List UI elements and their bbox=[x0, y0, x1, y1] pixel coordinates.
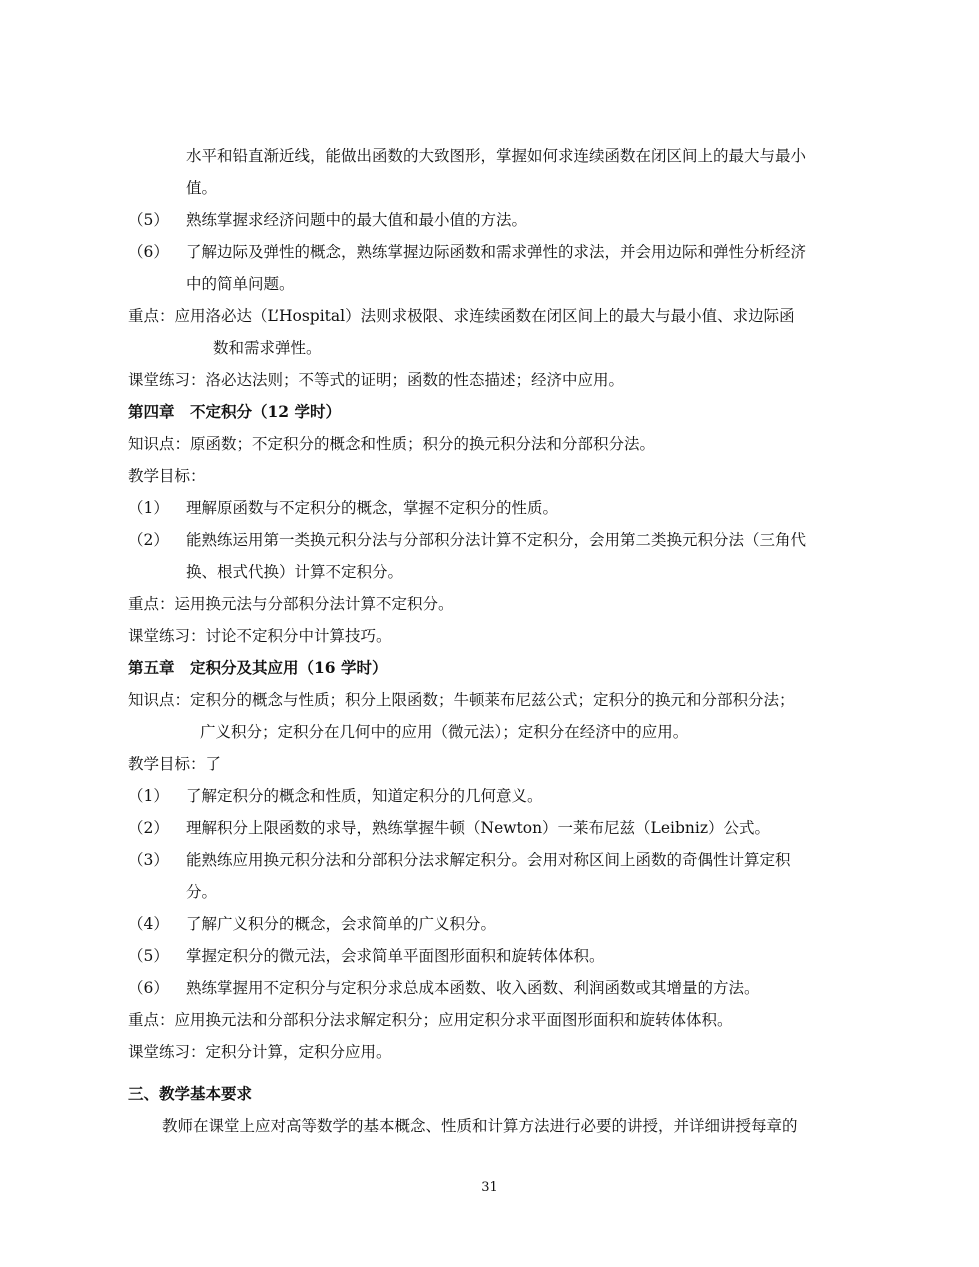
knowledge-points: 知识点：定积分的概念与性质；积分上限函数；牛顿莱布尼兹公式；定积分的换元和分部积分法； bbox=[128, 691, 795, 709]
numbered-item bbox=[128, 972, 858, 1004]
numbered-item bbox=[128, 908, 858, 940]
item-number: （3） bbox=[128, 851, 169, 869]
item-text: 了解广义积分的概念，会求简单的广义积分。 bbox=[186, 915, 497, 933]
key-points: 重点：应用换元法和分部积分法求解定积分；应用定积分求平面图形面积和旋转体体积。 bbox=[128, 1011, 733, 1029]
item-number: （6） bbox=[128, 979, 169, 997]
numbered-item bbox=[128, 524, 858, 556]
chapter-heading: 第四章 不定积分（12 学时） bbox=[128, 402, 341, 421]
class-exercise: 课堂练习：讨论不定积分中计算技巧。 bbox=[128, 627, 392, 645]
text-line: 分。 bbox=[186, 883, 218, 901]
item-text: 了解定积分的概念和性质，知道定积分的几何意义。 bbox=[186, 787, 543, 805]
item-text: 能熟练运用第一类换元积分法与分部积分法计算不定积分，会用第二类换元积分法（三角代 bbox=[186, 531, 807, 549]
teaching-goals-label: 教学目标： bbox=[128, 467, 206, 485]
class-exercise: 课堂练习：洛必达法则；不等式的证明；函数的性态描述；经济中应用。 bbox=[128, 371, 625, 389]
key-points: 重点：运用换元法与分部积分法计算不定积分。 bbox=[128, 595, 454, 613]
item-number: （5） bbox=[128, 947, 169, 965]
chapter-heading: 第五章 定积分及其应用（16 学时） bbox=[128, 658, 388, 677]
item-text: 理解原函数与不定积分的概念，掌握不定积分的性质。 bbox=[186, 499, 559, 517]
item-text: 理解积分上限函数的求导，熟练掌握牛顿（Newton）一莱布尼兹（Leibniz）公式。 bbox=[186, 819, 770, 837]
numbered-item bbox=[128, 780, 858, 812]
item-number: （4） bbox=[128, 915, 169, 933]
item-number: （1） bbox=[128, 787, 169, 805]
item-number: （6） bbox=[128, 243, 169, 261]
text-line: 数和需求弹性。 bbox=[213, 339, 322, 357]
item-text: 了解边际及弹性的概念，熟练掌握边际函数和需求弹性的求法，并会用边际和弹性分析经济 bbox=[186, 243, 807, 261]
text-line: 换、根式代换）计算不定积分。 bbox=[186, 563, 404, 581]
page-number: 31 bbox=[481, 1180, 498, 1195]
numbered-item bbox=[128, 812, 858, 844]
item-number: （2） bbox=[128, 531, 169, 549]
item-text: 掌握定积分的微元法，会求简单平面图形面积和旋转体体积。 bbox=[186, 947, 605, 965]
numbered-item bbox=[128, 844, 858, 876]
teaching-goals-label: 教学目标：了 bbox=[128, 755, 222, 773]
item-text: 熟练掌握用不定积分与定积分求总成本函数、收入函数、利润函数或其增量的方法。 bbox=[186, 979, 760, 997]
numbered-item bbox=[128, 940, 858, 972]
item-text: 熟练掌握求经济问题中的最大值和最小值的方法。 bbox=[186, 211, 528, 229]
knowledge-points: 知识点：原函数；不定积分的概念和性质；积分的换元积分法和分部积分法。 bbox=[128, 435, 656, 453]
paragraph-text: 教师在课堂上应对高等数学的基本概念、性质和计算方法进行必要的讲授，并详细讲授每章的 bbox=[162, 1117, 798, 1135]
item-number: （5） bbox=[128, 211, 169, 229]
text-line: 水平和铅直渐近线，能做出函数的大致图形，掌握如何求连续函数在闭区间上的最大与最小 bbox=[186, 147, 807, 165]
key-points: 重点：应用洛必达（L’Hospital）法则求极限、求连续函数在闭区间上的最大与最小值、求边际函 bbox=[128, 307, 795, 325]
text-line: 广义积分；定积分在几何中的应用（微元法）；定积分在经济中的应用。 bbox=[200, 723, 689, 741]
item-text: 能熟练应用换元积分法和分部积分法求解定积分。会用对称区间上函数的奇偶性计算定积 bbox=[186, 851, 791, 869]
numbered-item bbox=[128, 492, 858, 524]
class-exercise: 课堂练习：定积分计算，定积分应用。 bbox=[128, 1043, 392, 1061]
numbered-item bbox=[128, 236, 858, 268]
item-number: （1） bbox=[128, 499, 169, 517]
item-number: （2） bbox=[128, 819, 169, 837]
text-line: 中的简单问题。 bbox=[186, 275, 295, 293]
section-heading: 三、教学基本要求 bbox=[128, 1084, 253, 1103]
text-line: 值。 bbox=[186, 179, 218, 197]
numbered-item bbox=[128, 204, 858, 236]
